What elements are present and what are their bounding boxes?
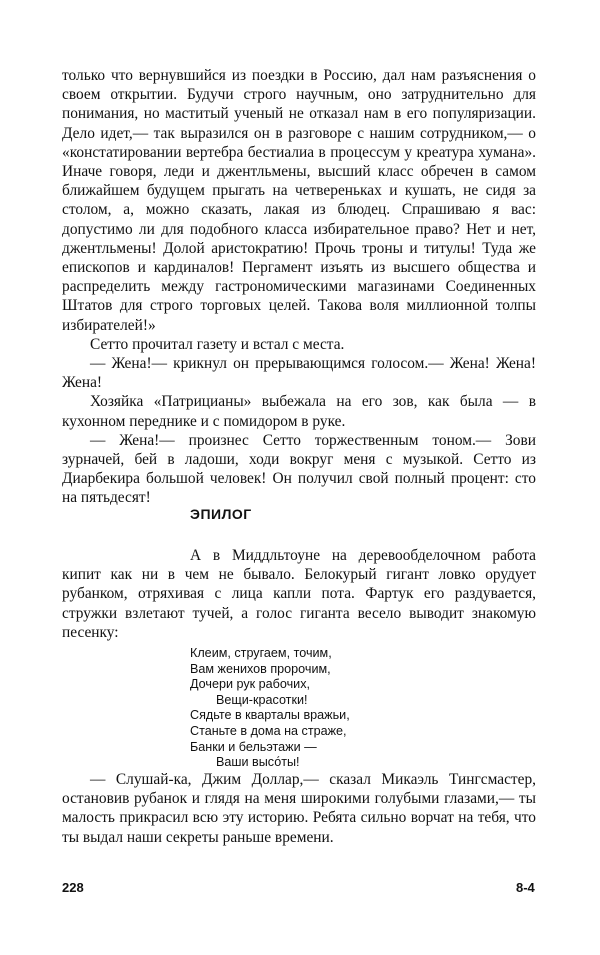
paragraph-setto-reads: Сетто прочитал газету и встал с места. xyxy=(90,335,345,353)
verse-line: Клеим, стругаем, точим, xyxy=(190,646,332,660)
song-verse xyxy=(190,646,350,771)
verse-line: Банки и бельэтажи — xyxy=(190,739,317,754)
closing-paragraph: — Слушай-ка, Джим Доллар,— сказал Микаэль Тингсмастер, остановив рубанок и глядя на меня широкими голубыми глазами,— ты малость прикрасил всю эту историю. Ребята сильно ворчат на тебя, что ты выдал наши секреты раньше времени. xyxy=(62,771,536,846)
verse-line: Вещи-красотки! xyxy=(216,692,308,707)
verse-line: Ваши высо́ты! xyxy=(216,755,300,770)
epilogue-paragraph: А в Миддльтоуне на деревообделочном работа кипит как ни в чем не бывало. Белокурый гигант ловко орудует рубанком, отряхивая с лица капли пота. Фартук его раздувается, стружки взлетают тучей, а голос гиганта весело выводит знакомую песенку: xyxy=(62,547,536,641)
paragraph-setto-announces: — Жена!— произнес Сетто торжественным тоном.— Зови зурначей, бей в ладоши, ходи вокруг меня с музыкой. Сетто из Диарбекира большой человек! Он получил свой полный процент: сто на пятьдесят! xyxy=(62,431,536,507)
paragraph-setto-shouts: — Жена!— крикнул он прерывающимся голосом.— Жена! Жена! Жена! xyxy=(62,355,536,392)
page-number: 228 xyxy=(62,880,84,895)
verse-line: Вам женихов пророчим, xyxy=(190,661,331,676)
closing-text xyxy=(62,770,536,847)
body-text xyxy=(62,66,536,508)
paragraph-hostess: Хозяйка «Патрицианы» выбежала на его зов, как была — в кухонном переднике и с помидором в руке. xyxy=(62,393,536,430)
paragraph-continuation: только что вернувшийся из поездки в Россию, дал нам разъяснения о своем открытии. Будучи строго научным, оно затруднительно для понимания, но маститый ученый не отказал нам в его популяризации. Дело идет,— так выразился он в разговоре с нашим сотрудником,— о «констатировании вертебра бестиалиа в процессум у креатура хумана». Иначе говоря, леди и джентльмены, высший класс обречен в самом ближайшем будущем прыгать на четвереньках и кушать, не сидя за столом, а, можно сказать, лакая из блюдец. Спрашиваю я вас: допустимо ли для подобного класса избирательное право? Нет и нет, джентльмены! Долой аристократию! Прочь троны и титулы! Туда же епископов и кардиналов! Пергамент изъять из высшего общества и распределить между гастрономическими магазинами Соединенных Штатов для строго торговых целей. Такова воля миллионной толпы избирателей!» xyxy=(62,67,536,334)
verse-line: Дочери рук рабочих, xyxy=(190,677,311,692)
signature-mark: 8-4 xyxy=(516,880,535,895)
epilogue-heading: ЭПИЛОГ xyxy=(190,506,252,522)
verse-line: Станьте в дома на страже, xyxy=(190,723,347,738)
epilogue-text xyxy=(62,546,536,642)
verse-line: Сядьте в кварталы вражьи, xyxy=(190,708,350,723)
